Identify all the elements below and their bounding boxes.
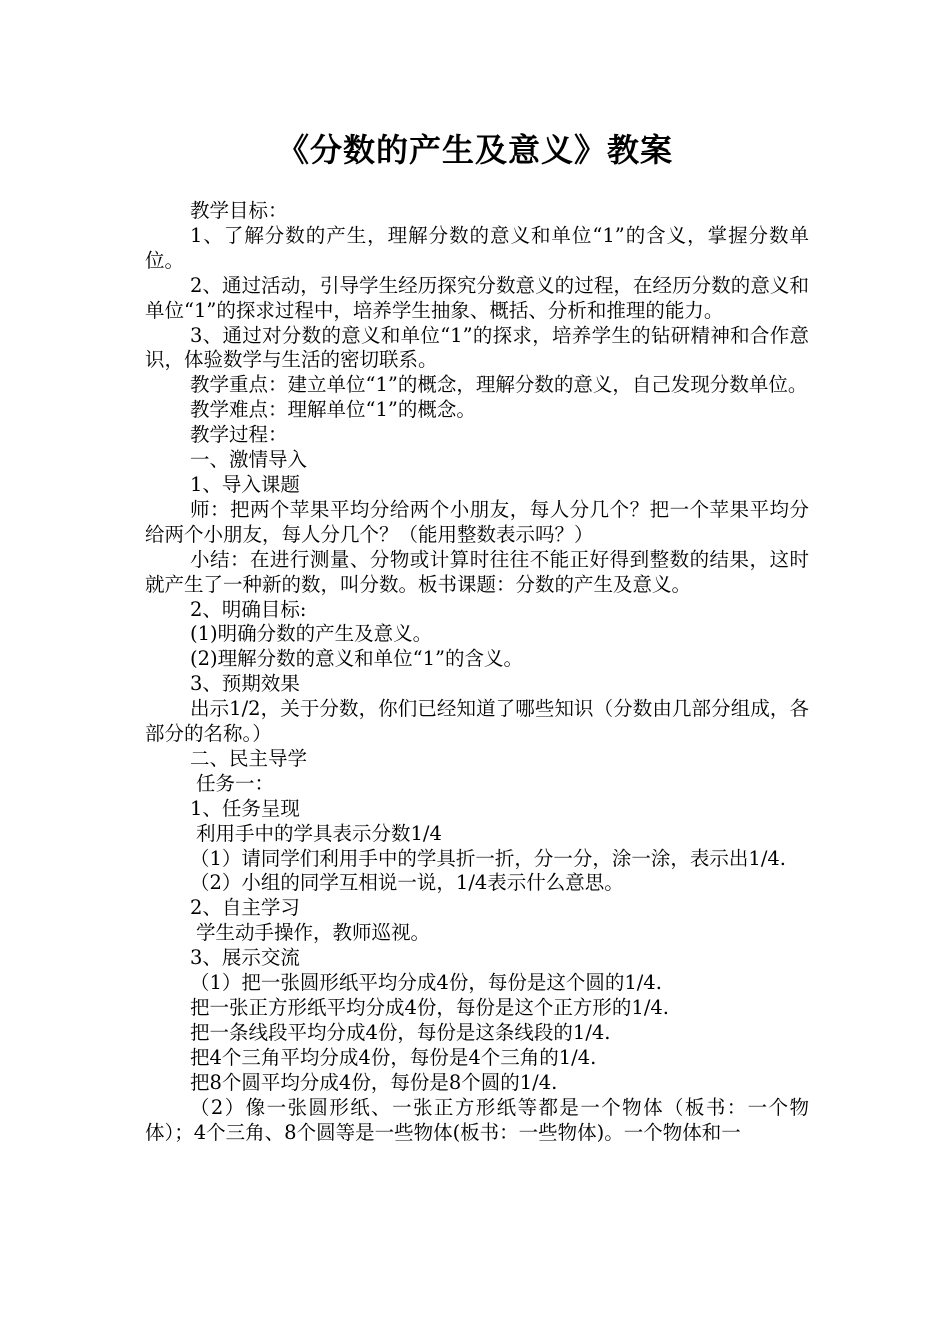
list-item: 把一张正方形纸平均分成4份，每份是这个正方形的1/4. [190,996,669,1019]
list-item: （1）把一张圆形纸平均分成4份，每份是这个圆的1/4. [190,971,662,995]
document-body [145,199,809,1145]
list-item: (1)明确分数的产生及意义。 [190,622,433,646]
list-item: 把4个三角平均分成4份，每份是4个三角的1/4. [190,1045,597,1069]
document-title: 《分数的产生及意义》教案 [276,131,673,169]
subsection-heading: 1、导入课题 [190,472,300,496]
paragraph-objective-1: 1、了解分数的产生，理解分数的意义和单位“1”的含义，掌握分数单位。 [145,223,809,272]
paragraph-task-description: 利用手中的学具表示分数1/4 [196,821,442,845]
list-item: （2）像一张圆形纸、一张正方形纸等都是一个物体（板书：一个物体）；4个三角、8个圆等是一些物体(板书：一些物体)。一个物体和一 [145,1095,809,1144]
paragraph-summary: 小结：在进行测量、分物或计算时往往不能正好得到整数的结果，这时就产生了一种新的数，叫分数。板书课题：分数的产生及意义。 [145,547,809,596]
list-item: 把8个圆平均分成4份，每份是8个圆的1/4. [190,1070,558,1094]
subsection-heading: 2、自主学习 [190,896,300,920]
list-item: 把一条线段平均分成4份，每份是这条线段的1/4. [190,1020,611,1044]
subsection-heading: 3、展示交流 [190,946,300,970]
paragraph-key-point: 教学重点：建立单位“1”的概念，理解分数的意义，自己发现分数单位。 [190,373,808,397]
list-item: (2)理解分数的意义和单位“1”的含义。 [190,647,523,671]
paragraph-process-heading: 教学过程： [190,423,288,447]
paragraph-objectives-heading: 教学目标： [190,199,288,222]
paragraph-show-fraction: 出示1/2，关于分数，你们已经知道了哪些知识（分数由几部分组成，各部分的名称。） [145,697,809,746]
section-heading-2: 二、民主导学 [190,746,308,770]
paragraph-difficulty: 教学难点：理解单位“1”的概念。 [190,398,476,422]
subsection-heading: 3、预期效果 [190,672,300,696]
paragraph-teacher-question: 师：把两个苹果平均分给两个小朋友，每人分几个？把一个苹果平均分给两个小朋友，每人分几个？（能用整数表示吗？） [145,497,809,546]
list-item: （1）请同学们利用手中的学具折一折，分一分，涂一涂，表示出1/4. [190,846,786,870]
subsection-heading: 1、任务呈现 [190,796,300,820]
paragraph-objective-3: 3、通过对分数的意义和单位“1”的探求，培养学生的钻研精神和合作意识，体验数学与生活的密切联系。 [145,323,809,372]
subsection-heading: 2、明确目标: [190,597,307,621]
list-item: （2）小组的同学互相说一说，1/4表示什么意思。 [190,871,624,895]
section-heading-1: 一、激情导入 [190,448,308,472]
paragraph-objective-2: 2、通过活动，引导学生经历探究分数意义的过程，在经历分数的意义和单位“1”的探求过程中，培养学生抽象、概括、分析和推理的能力。 [145,273,809,322]
paragraph-student-activity: 学生动手操作，教师巡视。 [196,921,431,945]
task-heading: 任务一： [196,771,275,795]
